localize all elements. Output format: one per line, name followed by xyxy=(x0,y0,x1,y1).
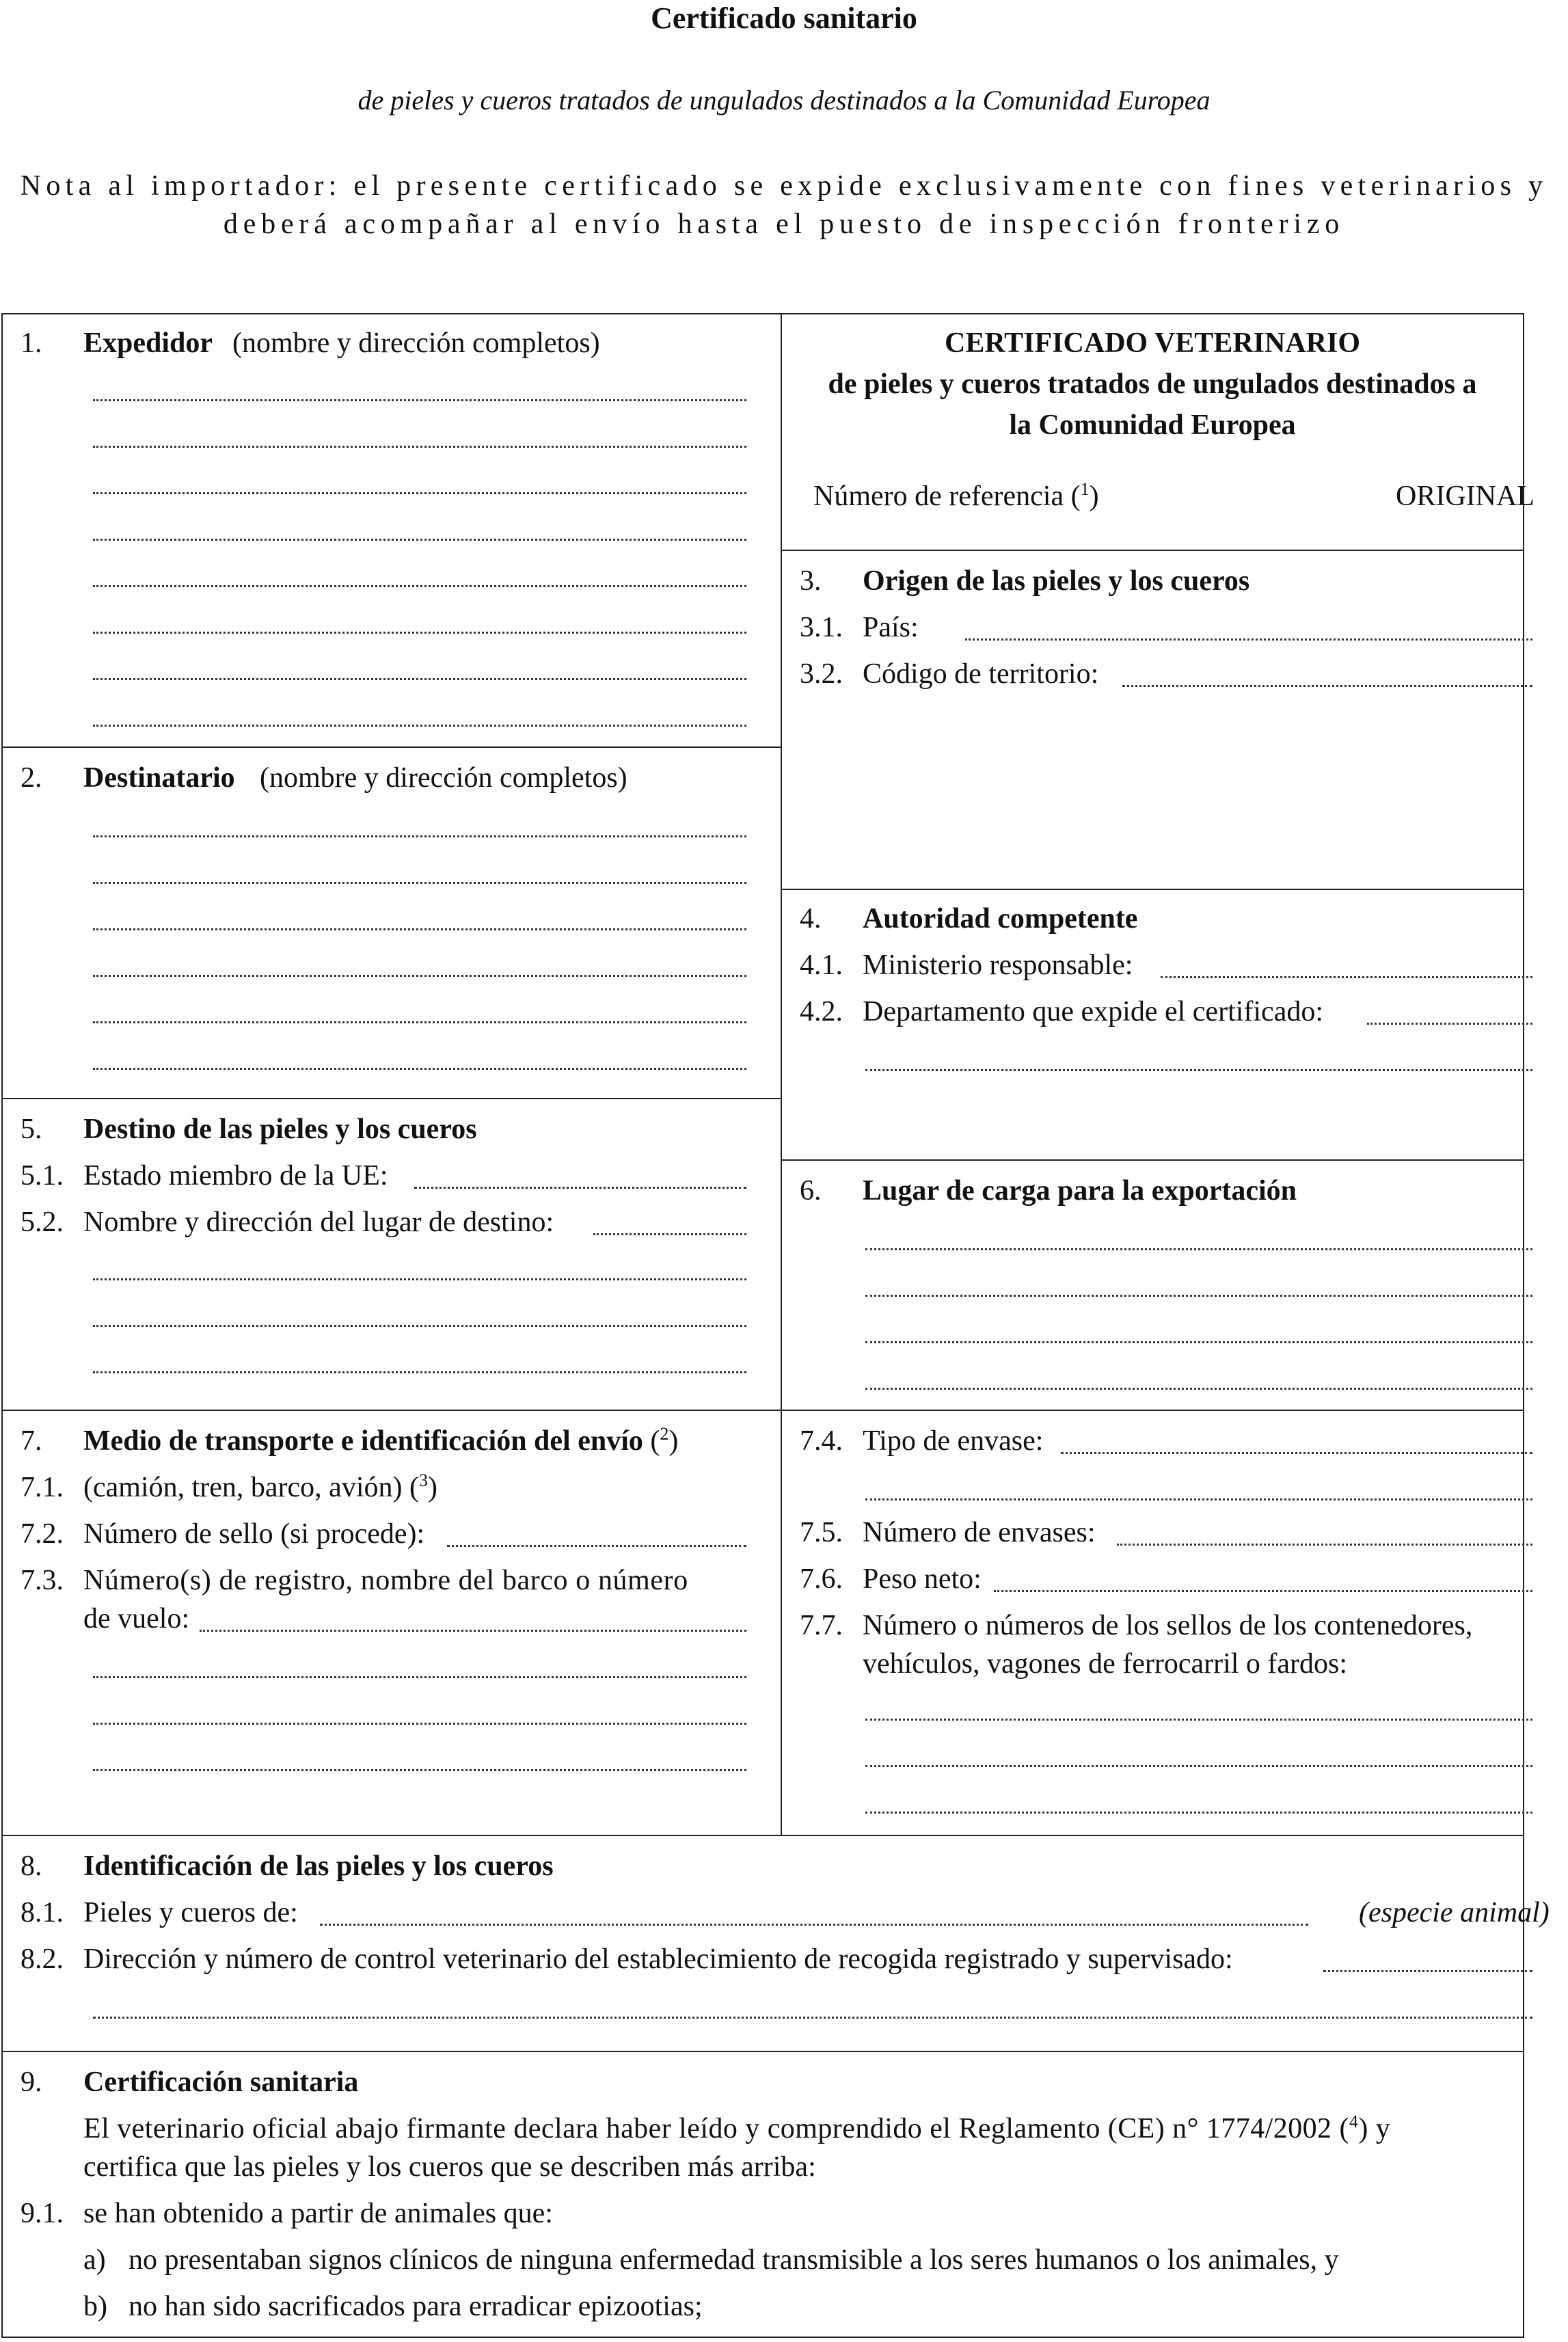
country-label: País: xyxy=(863,612,919,643)
fill-line[interactable] xyxy=(93,1325,746,1327)
box-5-title: Destino de las pieles y los cueros xyxy=(83,1114,477,1145)
box-7-6-number: 7.6. xyxy=(800,1563,843,1595)
registration-label-line2: de vuelo: xyxy=(83,1603,190,1634)
fill-line[interactable] xyxy=(93,1723,746,1725)
divider-row8 xyxy=(1,1835,1524,1836)
document-subtitle: de pieles y cueros tratados de ungulados destinados a la Comunidad Europea xyxy=(357,85,1211,116)
registration-field[interactable] xyxy=(200,1630,746,1632)
fill-line[interactable] xyxy=(865,1341,1532,1343)
fill-line[interactable] xyxy=(93,1676,746,1678)
item-a-text: no presentaban signos clínicos de ninguna enfermedad transmisible a los seres humanos o los animales, y xyxy=(129,2244,1339,2276)
reference-number-label: Número de referencia ($^1$) xyxy=(813,479,1099,512)
fill-line[interactable] xyxy=(865,1765,1532,1767)
divider-box3-box4 xyxy=(781,889,1524,890)
box-1-number: 1. xyxy=(21,327,42,359)
divider-cert-box3 xyxy=(781,550,1524,551)
fill-line[interactable] xyxy=(93,585,746,587)
box-3-title: Origen de las pieles y los cueros xyxy=(863,565,1250,597)
box-3-number: 3. xyxy=(800,565,822,597)
fill-line[interactable] xyxy=(865,1812,1532,1814)
box-8-number: 8. xyxy=(21,1850,42,1882)
fill-line[interactable] xyxy=(93,2017,1532,2019)
territory-code-label: Código de territorio: xyxy=(863,658,1099,690)
box-9-title: Certificación sanitaria xyxy=(83,2067,359,2098)
cert-heading-line3: la Comunidad Europea xyxy=(1009,409,1296,441)
document-title: Certificado sanitario xyxy=(651,1,917,35)
column-divider xyxy=(781,313,782,1835)
country-field[interactable] xyxy=(965,638,1532,641)
fill-line[interactable] xyxy=(865,1248,1532,1250)
package-count-field[interactable] xyxy=(1117,1544,1532,1546)
box-9-1-number: 9.1. xyxy=(21,2198,64,2229)
fill-line[interactable] xyxy=(93,928,746,930)
divider-box1-box2 xyxy=(1,746,781,748)
item-b-text: no han sido sacrificados para erradicar epizootias; xyxy=(129,2291,703,2322)
divider-box4-box6 xyxy=(781,1159,1524,1161)
box-7-3-number: 7.3. xyxy=(21,1565,64,1596)
registration-label-line1: Número(s) de registro, nombre del barco o número xyxy=(83,1565,688,1596)
container-seals-label-line1: Número o números de los sellos de los contenedores, xyxy=(863,1610,1473,1641)
fill-line[interactable] xyxy=(93,1371,746,1373)
fill-line[interactable] xyxy=(93,1769,746,1771)
box-4-2-number: 4.2. xyxy=(800,996,843,1027)
box-4-title: Autoridad competente xyxy=(863,903,1138,934)
box-5-number: 5. xyxy=(21,1114,42,1145)
member-state-field[interactable] xyxy=(414,1187,746,1189)
fill-line[interactable] xyxy=(93,492,746,494)
divider-box2-box5 xyxy=(1,1098,781,1099)
fill-line[interactable] xyxy=(865,1069,1532,1071)
box-8-title: Identificación de las pieles y los cueros xyxy=(83,1850,554,1882)
fill-line[interactable] xyxy=(865,1719,1532,1721)
box-1-title: Expedidor xyxy=(83,327,213,359)
fill-line[interactable] xyxy=(93,882,746,884)
box-1-title-note: (nombre y dirección completos) xyxy=(232,327,600,359)
divider-row7 xyxy=(1,1410,1524,1411)
animal-species-field[interactable] xyxy=(320,1924,1308,1926)
animal-species-note: (especie animal) xyxy=(1359,1897,1550,1928)
fill-line[interactable] xyxy=(93,1021,746,1023)
fill-line[interactable] xyxy=(865,1388,1532,1390)
box-3-1-number: 3.1. xyxy=(800,612,843,643)
net-weight-label: Peso neto: xyxy=(863,1563,982,1595)
fill-line[interactable] xyxy=(865,1498,1532,1500)
transport-means-label: (camión, tren, barco, avión) ($^3$) xyxy=(83,1470,437,1503)
fill-line[interactable] xyxy=(93,835,746,837)
destination-address-field[interactable] xyxy=(593,1233,746,1235)
cert-heading-line2: de pieles y cueros tratados de ungulados destinados a xyxy=(828,368,1477,400)
box-8-1-number: 8.1. xyxy=(21,1897,64,1928)
box-2-number: 2. xyxy=(21,762,42,794)
box-7-5-number: 7.5. xyxy=(800,1517,843,1548)
cert-heading-line1: CERTIFICADO VETERINARIO xyxy=(944,327,1360,359)
box-7-1-number: 7.1. xyxy=(21,1472,64,1503)
fill-line[interactable] xyxy=(865,1295,1532,1297)
fill-line[interactable] xyxy=(93,632,746,634)
fill-line[interactable] xyxy=(93,975,746,977)
item-b-letter: b) xyxy=(83,2291,107,2322)
importer-note-line1: Nota al importador: el presente certificado se expide exclusivamente con fines veterinarios y xyxy=(20,170,1548,202)
package-type-label: Tipo de envase: xyxy=(863,1425,1044,1457)
issuing-department-field[interactable] xyxy=(1367,1023,1532,1025)
box-3-2-number: 3.2. xyxy=(800,658,843,690)
net-weight-field[interactable] xyxy=(994,1590,1532,1592)
fill-line[interactable] xyxy=(93,678,746,680)
member-state-label: Estado miembro de la UE: xyxy=(83,1160,388,1192)
seal-number-field[interactable] xyxy=(447,1545,746,1547)
ministry-label: Ministerio responsable: xyxy=(863,950,1133,981)
box-6-title: Lugar de carga para la exportación xyxy=(863,1175,1297,1207)
box-2-title: Destinatario xyxy=(83,762,235,794)
package-type-field[interactable] xyxy=(1061,1452,1532,1454)
package-count-label: Número de envases: xyxy=(863,1517,1096,1548)
destination-address-label: Nombre y dirección del lugar de destino: xyxy=(83,1207,554,1238)
territory-code-field[interactable] xyxy=(1122,685,1532,687)
container-seals-label-line2: vehículos, vagones de ferrocarril o fardos: xyxy=(863,1648,1348,1680)
seal-number-label: Número de sello (si procede): xyxy=(83,1518,425,1550)
establishment-field[interactable] xyxy=(1323,1970,1532,1972)
hides-of-label: Pieles y cueros de: xyxy=(83,1897,298,1928)
issuing-department-label: Departamento que expide el certificado: xyxy=(863,996,1324,1027)
fill-line[interactable] xyxy=(93,1278,746,1280)
box-7-7-number: 7.7. xyxy=(800,1610,843,1641)
importer-note-line2: deberá acompañar al envío hasta el puesto de inspección fronterizo xyxy=(223,208,1345,240)
box-4-number: 4. xyxy=(800,903,822,934)
certification-paragraph-line1: El veterinario oficial abajo firmante declara haber leído y comprendido el Reglamento (CE) n° 1774/2002 ($^4$) y xyxy=(83,2112,1391,2144)
box-7-title: Medio de transporte e identificación del envío ($^2$) xyxy=(83,1424,679,1457)
box-7-2-number: 7.2. xyxy=(21,1518,64,1550)
fill-line[interactable] xyxy=(93,446,746,448)
divider-row9 xyxy=(1,2051,1524,2052)
box-5-2-number: 5.2. xyxy=(21,1207,64,1238)
original-label: ORIGINAL xyxy=(1396,481,1535,512)
box-2-title-note: (nombre y dirección completos) xyxy=(260,762,627,794)
fill-line[interactable] xyxy=(93,399,746,401)
box-4-1-number: 4.1. xyxy=(800,950,843,981)
box-9-number: 9. xyxy=(21,2067,42,2098)
fill-line[interactable] xyxy=(93,725,746,727)
certification-paragraph-line2: certifica que las pieles y los cueros que se describen más arriba: xyxy=(83,2151,816,2183)
item-a-letter: a) xyxy=(83,2244,106,2276)
box-6-number: 6. xyxy=(800,1175,822,1207)
box-5-1-number: 5.1. xyxy=(21,1160,64,1192)
fill-line[interactable] xyxy=(93,1068,746,1070)
fill-line[interactable] xyxy=(93,539,746,541)
box-8-2-number: 8.2. xyxy=(21,1943,64,1975)
box-7-4-number: 7.4. xyxy=(800,1425,843,1457)
obtained-from-label: se han obtenido a partir de animales que: xyxy=(83,2198,553,2229)
establishment-label: Dirección y número de control veterinario del establecimiento de recogida registrado y supervisado: xyxy=(83,1943,1233,1975)
ministry-field[interactable] xyxy=(1161,976,1532,978)
box-7-number: 7. xyxy=(21,1425,42,1457)
